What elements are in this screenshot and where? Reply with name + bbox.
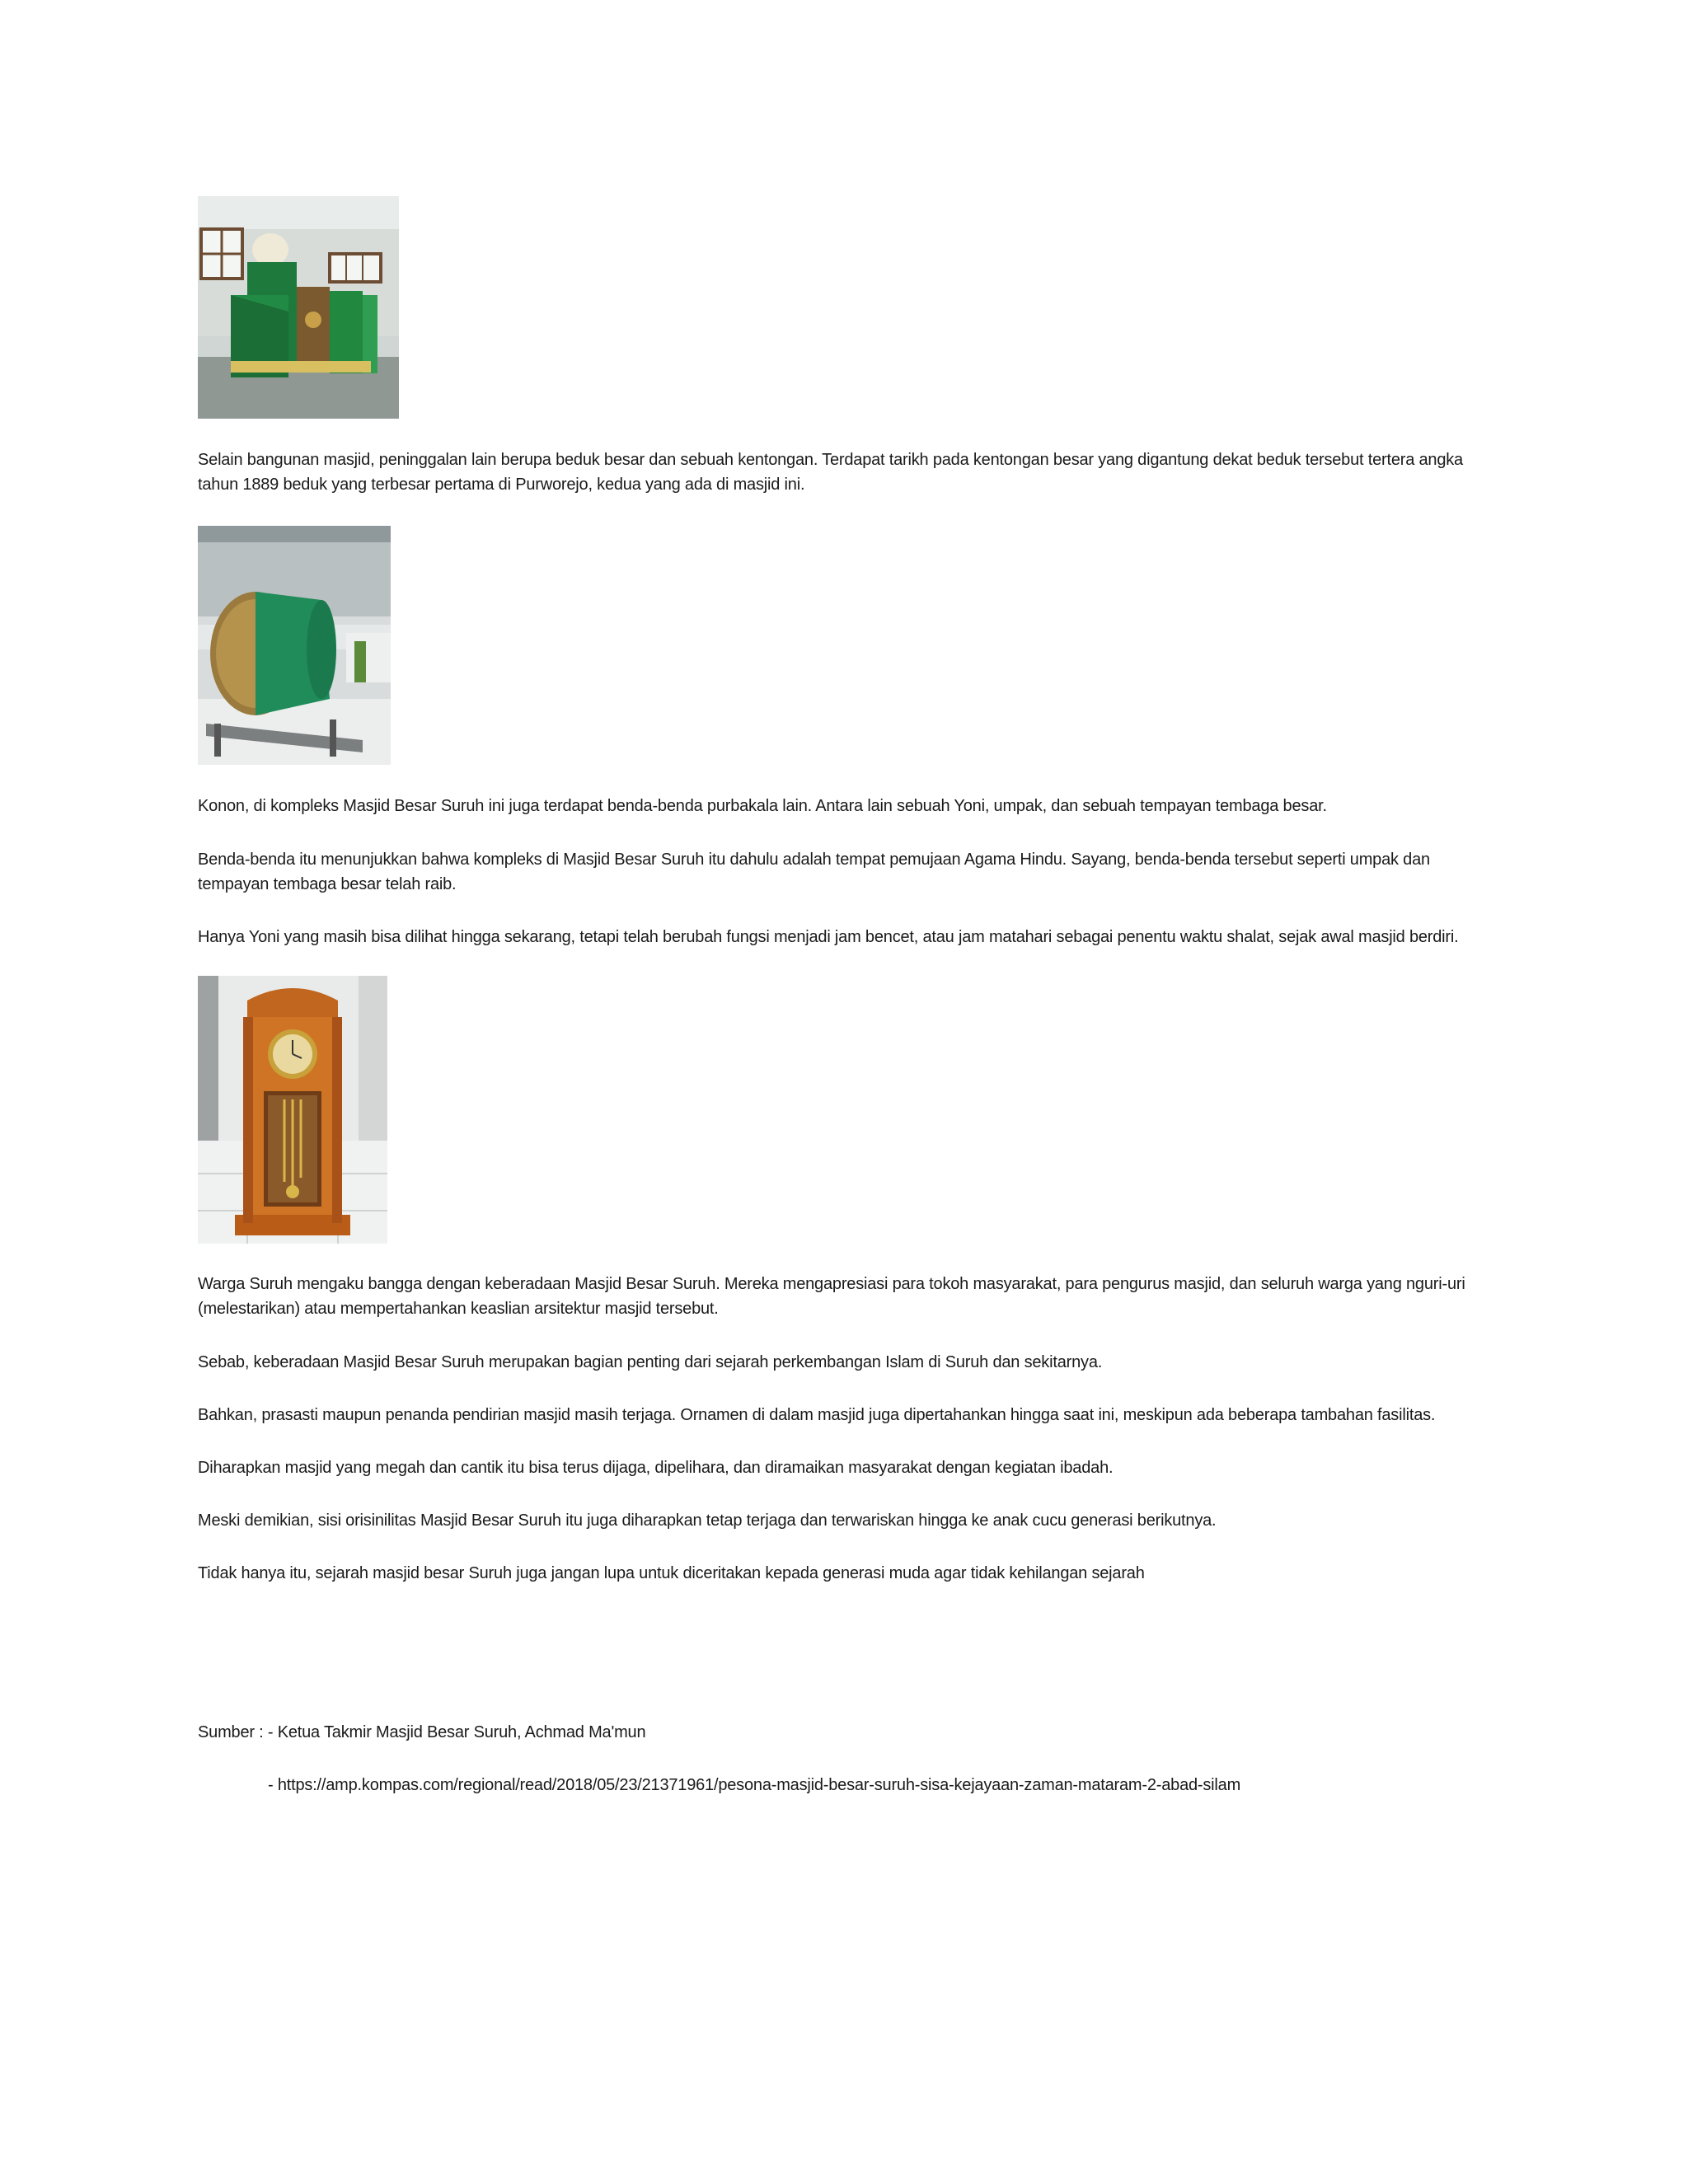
paragraph-orisinilitas: Meski demikian, sisi orisinilitas Masjid Besar Suruh itu juga diharapkan tetap terjaga dan terwariskan hingga ke anak cucu generasi berikutnya. — [198, 1511, 1217, 1530]
paragraph-yoni: Hanya Yoni yang masih bisa dilihat hingga sekarang, tetapi telah berubah fungsi menjadi jam bencet, atau jam matahari sebagai penentu waktu shalat, sejak awal masjid berdiri. — [198, 928, 1459, 946]
paragraph-diharapkan: Diharapkan masjid yang megah dan cantik itu bisa terus dijaga, dipelihara, dan diramaikan masyarakat dengan kegiatan ibadah. — [198, 1459, 1114, 1477]
paragraph-prasasti: Bahkan, prasasti maupun penanda pendirian masjid masih terjaga. Ornamen di dalam masjid juga dipertahankan hingga saat ini, meskipun ada beberapa tambahan fasilitas. — [198, 1406, 1436, 1424]
source-line-url[interactable]: - https://amp.kompas.com/regional/read/2018/05/23/21371961/pesona-masjid-besar-suruh-sisa-kejayaan-zaman-mataram-2-abad-silam — [268, 1776, 1241, 1794]
grandfather-clock-photo — [198, 976, 387, 1244]
paragraph-beduk-kentongan: Selain bangunan masjid, peninggalan lain berupa beduk besar dan sebuah kentongan. Terdapat tarikh pada kentongan besar yang digantung dekat beduk tersebut tertera angka tahun 1889 beduk yang terbesar pertama di Purworejo, kedua yang ada di masjid ini. — [198, 451, 1463, 494]
paragraph-warga-suruh: Warga Suruh mengaku bangga dengan keberadaan Masjid Besar Suruh. Mereka mengapresiasi para tokoh masyarakat, para pengurus masjid, dan seluruh warga yang nguri-uri (melestarikan) atau mempertahankan keaslian arsitektur masjid tersebut. — [198, 1275, 1465, 1318]
beduk-drum-photo — [198, 526, 391, 765]
paragraph-pemujaan-hindu: Benda-benda itu menunjukkan bahwa kompleks di Masjid Besar Suruh itu dahulu adalah tempat pemujaan Agama Hindu. Sayang, benda-benda tersebut seperti umpak dan tempayan tembaga besar telah raib. — [198, 851, 1430, 893]
paragraph-generasi-muda: Tidak hanya itu, sejarah masjid besar Suruh juga jangan lupa untuk diceritakan kepada generasi muda agar tidak kehilangan sejarah — [198, 1564, 1145, 1582]
source-line-takmir: Sumber : - Ketua Takmir Masjid Besar Suruh, Achmad Ma'mun — [198, 1723, 646, 1741]
paragraph-sejarah-islam: Sebab, keberadaan Masjid Besar Suruh merupakan bagian penting dari sejarah perkembangan Islam di Suruh dan sekitarnya. — [198, 1353, 1103, 1371]
paragraph-benda-purbakala: Konon, di kompleks Masjid Besar Suruh ini juga terdapat benda-benda purbakala lain. Antara lain sebuah Yoni, umpak, dan sebuah tempayan tembaga besar. — [198, 797, 1327, 815]
mimbar-photo — [198, 196, 399, 419]
